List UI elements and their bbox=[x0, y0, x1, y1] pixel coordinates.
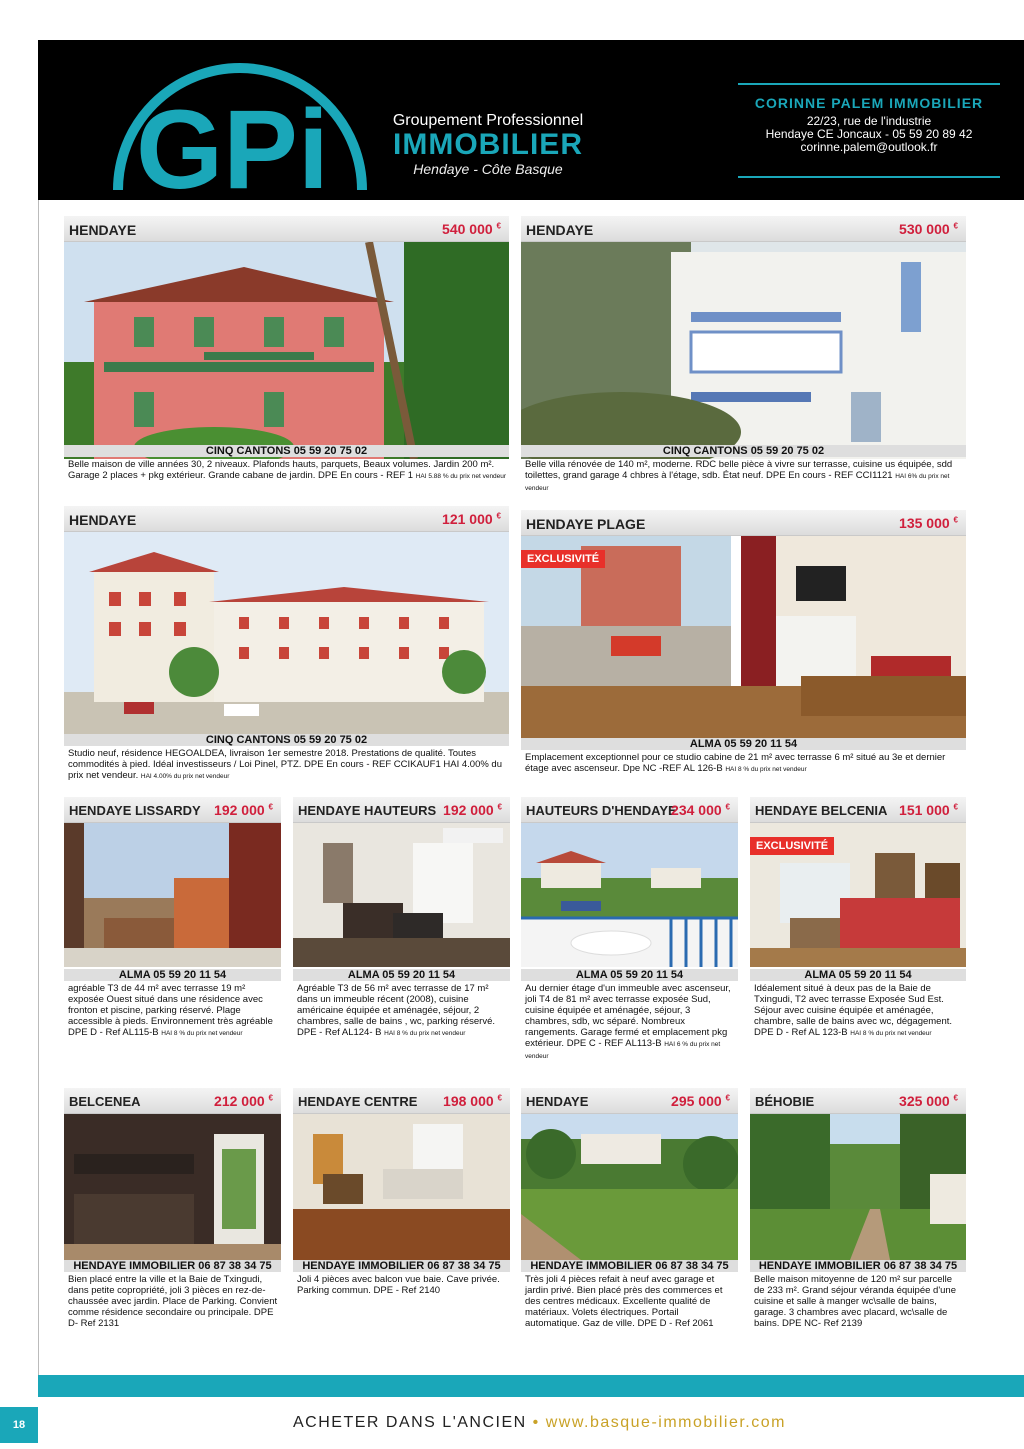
listing-card[interactable] bbox=[64, 506, 509, 779]
listing-photo[interactable] bbox=[64, 1114, 281, 1260]
agency-name: CORINNE PALEM IMMOBILIER bbox=[754, 95, 984, 111]
brand-line3: Hendaye - Côte Basque bbox=[413, 161, 563, 177]
listing-description-text: Très joli 4 pièces refait à neuf avec garage et jardin privé. Bien placé près des commerces et des centres médicaux. Excellente qualité de matériaux. Volets électriques. Portail automatique. Gaz de ville. DPE D - Ref 2061 bbox=[525, 1274, 723, 1329]
listing-city: HENDAYE bbox=[69, 222, 137, 238]
listing-photo[interactable] bbox=[750, 1114, 966, 1260]
listing-photo[interactable] bbox=[293, 823, 510, 967]
svg-text:GPi: GPi bbox=[136, 87, 329, 198]
listing-description-text: Idéalement situé à deux pas de la Baie de Txingudi, T2 avec terrasse Exposée Sud Est. Séjour avec cuisine équipée et aménagée, chambre, salle de bains avec wc, dégagement. DPE D - Ref AL 123-B bbox=[754, 983, 953, 1038]
listing-contact: HENDAYE IMMOBILIER 06 87 38 34 75 bbox=[293, 1260, 510, 1272]
listing-description-text: agréable T3 de 44 m² avec terrasse 19 m² exposée Ouest situé dans une résidence avec fronton et piscine, parking réservé. Plage accessible à pieds. Environnement très agréable DPE D - Ref AL115-B bbox=[68, 983, 273, 1038]
listing-city: HENDAYE bbox=[526, 1094, 589, 1109]
header bbox=[38, 40, 1024, 200]
property-photo-image bbox=[521, 823, 738, 967]
listing-price-value: 540 000 bbox=[442, 221, 493, 237]
currency-symbol: € bbox=[268, 1093, 273, 1103]
listing-city: HENDAYE PLAGE bbox=[526, 516, 646, 532]
listing-header bbox=[750, 1088, 966, 1114]
listing-contact: ALMA 05 59 20 11 54 bbox=[293, 969, 510, 981]
listing-fee-note: HAI 8 % du prix net vendeur bbox=[384, 1030, 466, 1037]
listing-description bbox=[525, 1274, 736, 1329]
currency-symbol: € bbox=[497, 1093, 502, 1103]
listing-card[interactable] bbox=[521, 216, 966, 492]
property-photo-image bbox=[64, 1114, 281, 1260]
listing-description bbox=[525, 752, 964, 775]
brand-line1: Groupement Professionnel bbox=[392, 112, 584, 129]
listing-city: HAUTEURS D'HENDAYE bbox=[526, 803, 677, 818]
listing-description-text: Studio neuf, résidence HEGOALDEA, livraison 1er semestre 2018. Prestations de qualité. Toutes commodités à pied. Idéal investisseurs / Loi Pinel, PTZ. DPE En cours - REF CCIKAUF1 HAI 4.00% du prix net vendeur. bbox=[68, 748, 503, 781]
listing-photo[interactable] bbox=[64, 823, 281, 967]
currency-symbol: € bbox=[953, 1093, 958, 1103]
listing-photo[interactable] bbox=[293, 1114, 510, 1260]
listing-city: HENDAYE LISSARDY bbox=[69, 803, 201, 818]
listing-photo[interactable] bbox=[521, 536, 966, 738]
listing-price-value: 325 000 bbox=[899, 1093, 950, 1109]
listing-header bbox=[64, 506, 509, 532]
listing-header bbox=[521, 1088, 738, 1114]
listing-city: BÉHOBIE bbox=[755, 1094, 815, 1109]
listing-photo[interactable] bbox=[521, 1114, 738, 1260]
property-photo-image bbox=[64, 532, 509, 734]
listing-price bbox=[443, 802, 502, 818]
listing-price-value: 192 000 bbox=[214, 802, 265, 818]
listing-description bbox=[297, 983, 508, 1039]
footer-band bbox=[38, 1375, 1024, 1397]
currency-symbol: € bbox=[953, 515, 958, 525]
footer-url[interactable]: www.basque-immobilier.com bbox=[545, 1414, 786, 1431]
listing-photo[interactable] bbox=[64, 242, 509, 459]
listing-price-value: 135 000 bbox=[899, 515, 950, 531]
listing-price-value: 295 000 bbox=[671, 1093, 722, 1109]
listing-photo[interactable] bbox=[521, 823, 738, 967]
listing-header bbox=[750, 797, 966, 823]
footer-tagline: ACHETER DANS L'ANCIEN bbox=[293, 1414, 527, 1431]
property-photo-image bbox=[64, 823, 281, 967]
currency-symbol: € bbox=[725, 1093, 730, 1103]
listing-contact: HENDAYE IMMOBILIER 06 87 38 34 75 bbox=[521, 1260, 738, 1272]
listing-card[interactable] bbox=[293, 797, 510, 1057]
property-photo-image bbox=[293, 1114, 510, 1260]
currency-symbol: € bbox=[496, 511, 501, 521]
currency-symbol: € bbox=[725, 802, 730, 812]
listing-header bbox=[64, 216, 509, 242]
exclusivity-badge: EXCLUSIVITÉ bbox=[521, 550, 605, 568]
currency-symbol: € bbox=[497, 802, 502, 812]
listing-contact: CINQ CANTONS 05 59 20 75 02 bbox=[521, 445, 966, 457]
listing-description bbox=[297, 1274, 508, 1296]
listing-city: HENDAYE bbox=[69, 512, 137, 528]
agency-email[interactable]: corinne.palem@outlook.fr bbox=[800, 140, 938, 154]
listing-description-text: Belle maison mitoyenne de 120 m² sur parcelle de 233 m². Grand séjour véranda équipée d'une cuisine et salle à manger wc\salle de bains, garage. 3 chambres avec placard, wc\salle de bains. DPE NC- Ref 2139 bbox=[754, 1274, 956, 1329]
property-photo-image bbox=[521, 1114, 738, 1260]
listing-description-text: Joli 4 pièces avec balcon vue baie. Cave privée. Parking commun. DPE - Ref 2140 bbox=[297, 1274, 500, 1296]
listing-price-value: 530 000 bbox=[899, 221, 950, 237]
listing-city: HENDAYE HAUTEURS bbox=[298, 803, 437, 818]
gpi-logo-icon bbox=[96, 48, 386, 198]
listing-fee-note: HAI 8 % du prix net vendeur bbox=[725, 766, 807, 773]
currency-symbol: € bbox=[268, 802, 273, 812]
listing-card[interactable] bbox=[521, 510, 966, 780]
listing-contact: ALMA 05 59 20 11 54 bbox=[521, 738, 966, 750]
listing-price bbox=[214, 802, 273, 818]
agency-address: 22/23, rue de l'industrie bbox=[806, 114, 932, 128]
currency-symbol: € bbox=[496, 221, 501, 231]
listing-description-text: Belle maison de ville années 30, 2 niveaux. Plafonds hauts, parquets, Beaux volumes. Jardin 200 m². Garage 2 places + pkg extérieur. Grande cabane de jardin. DPE En cours - REF 1 bbox=[68, 459, 495, 481]
listing-description bbox=[68, 1274, 279, 1329]
listing-description-text: Agréable T3 de 56 m² avec terrasse de 17 m² dans un immeuble récent (2008), cuisine américaine équipée et aménagée, séjour, 2 chambres, salle de bains , wc, parking réservé. DPE - Ref AL124- B bbox=[297, 983, 496, 1038]
listing-header bbox=[293, 1088, 510, 1114]
listing-description-text: Bien placé entre la ville et la Baie de Txingudi, dans petite copropriété, joli 3 pièces en rez-de-chaussée avec jardin. Place de Parking. Convient comme résidence secondaire ou principale. DPE D- Ref 2131 bbox=[68, 1274, 278, 1329]
listing-price bbox=[443, 1093, 502, 1109]
listing-price-value: 192 000 bbox=[443, 802, 494, 818]
listing-card[interactable] bbox=[64, 797, 281, 1057]
listing-city: HENDAYE CENTRE bbox=[298, 1094, 418, 1109]
listing-fee-note: HAI 8 % du prix net vendeur bbox=[850, 1030, 932, 1037]
property-photo-image bbox=[64, 242, 509, 459]
exclusivity-badge: EXCLUSIVITÉ bbox=[750, 837, 834, 855]
footer-separator: • bbox=[532, 1414, 540, 1431]
listing-contact: CINQ CANTONS 05 59 20 75 02 bbox=[64, 445, 509, 457]
listing-card[interactable] bbox=[64, 216, 509, 489]
listing-card[interactable] bbox=[293, 1088, 510, 1348]
agency-phone[interactable]: Hendaye CE Joncaux - 05 59 20 89 42 bbox=[765, 127, 973, 141]
listing-card[interactable] bbox=[64, 1088, 281, 1348]
listing-price-value: 198 000 bbox=[443, 1093, 494, 1109]
listing-contact: ALMA 05 59 20 11 54 bbox=[521, 969, 738, 981]
listing-price-value: 151 000 bbox=[899, 802, 950, 818]
listing-price bbox=[899, 802, 958, 818]
listing-price bbox=[442, 221, 501, 237]
listing-card[interactable] bbox=[521, 797, 738, 1060]
listing-price bbox=[671, 802, 730, 818]
listing-description bbox=[754, 1274, 964, 1329]
listing-description bbox=[525, 983, 736, 1062]
listing-header bbox=[521, 216, 966, 242]
property-photo-image bbox=[750, 1114, 966, 1260]
brand-block bbox=[383, 112, 593, 178]
listing-price-value: 212 000 bbox=[214, 1093, 265, 1109]
listing-city: BELCENEA bbox=[69, 1094, 141, 1109]
listing-header bbox=[521, 510, 966, 536]
listing-description-text: Belle villa rénovée de 140 m², moderne. RDC belle pièce à vivre sur terrasse, cuisine us équipée, sdd toilettes, grand garage 4 chbres à l'étage, sdb. État neuf. DPE En cours - REF CCI1121 bbox=[525, 459, 953, 481]
currency-symbol: € bbox=[953, 221, 958, 231]
listing-price bbox=[899, 221, 958, 237]
listing-price-value: 121 000 bbox=[442, 511, 493, 527]
currency-symbol: € bbox=[953, 802, 958, 812]
agency-block bbox=[738, 83, 1000, 178]
listing-card[interactable] bbox=[750, 797, 966, 1057]
listing-photo[interactable] bbox=[750, 823, 966, 967]
listing-fee-note: HAI 5.88 % du prix net vendeur bbox=[415, 473, 507, 480]
listing-description bbox=[68, 983, 279, 1039]
listing-city: HENDAYE bbox=[526, 222, 594, 238]
listing-price bbox=[442, 511, 501, 527]
page-number: 18 bbox=[0, 1407, 38, 1443]
listing-contact: ALMA 05 59 20 11 54 bbox=[64, 969, 281, 981]
listing-photo[interactable] bbox=[521, 242, 966, 459]
listing-price bbox=[899, 515, 958, 531]
listing-header bbox=[521, 797, 738, 823]
listing-photo[interactable] bbox=[64, 532, 509, 734]
listing-card[interactable] bbox=[750, 1088, 966, 1348]
listing-contact: CINQ CANTONS 05 59 20 75 02 bbox=[64, 734, 509, 746]
listing-description bbox=[754, 983, 964, 1039]
listing-fee-note: HAI 6% du prix net vendeur bbox=[525, 473, 950, 492]
listing-contact: ALMA 05 59 20 11 54 bbox=[750, 969, 966, 981]
footer-text bbox=[293, 1414, 786, 1432]
listing-header bbox=[293, 797, 510, 823]
listing-fee-note: HAI 4.00% du prix net vendeur bbox=[140, 773, 230, 780]
listing-price bbox=[899, 1093, 958, 1109]
property-photo-image bbox=[521, 242, 966, 459]
listing-description-text: Emplacement exceptionnel pour ce studio cabine de 21 m² avec terrasse 6 m² situé au 3e et dernier étage avec ascenseur. Dpe NC -REF AL 126-B bbox=[525, 752, 946, 774]
brand-line2: IMMOBILIER bbox=[393, 128, 583, 161]
listing-card[interactable] bbox=[521, 1088, 738, 1348]
listing-fee-note: HAI 6 % du prix net vendeur bbox=[525, 1041, 721, 1060]
listing-header bbox=[64, 797, 281, 823]
listing-description bbox=[68, 748, 507, 782]
property-photo-image bbox=[293, 823, 510, 967]
listing-description-text: Au dernier étage d'un immeuble avec ascenseur, joli T4 de 81 m² avec terrasse exposée Sud, cuisine équipée et aménagée, séjour, 3 chambres, sdb, wc séparé. Nombreux rangements. Garage fermé et emplacement pkg extérieur. DPE C - REF AL113-B bbox=[525, 983, 731, 1049]
listing-price bbox=[671, 1093, 730, 1109]
listing-price-value: 234 000 bbox=[671, 802, 722, 818]
listing-contact: HENDAYE IMMOBILIER 06 87 38 34 75 bbox=[750, 1260, 966, 1272]
listing-price bbox=[214, 1093, 273, 1109]
listing-description bbox=[525, 459, 964, 494]
listing-description bbox=[68, 459, 507, 482]
listing-contact: HENDAYE IMMOBILIER 06 87 38 34 75 bbox=[64, 1260, 281, 1272]
listing-city: HENDAYE BELCENIA bbox=[755, 803, 888, 818]
listing-fee-note: HAI 8 % du prix net vendeur bbox=[161, 1030, 243, 1037]
listing-header bbox=[64, 1088, 281, 1114]
